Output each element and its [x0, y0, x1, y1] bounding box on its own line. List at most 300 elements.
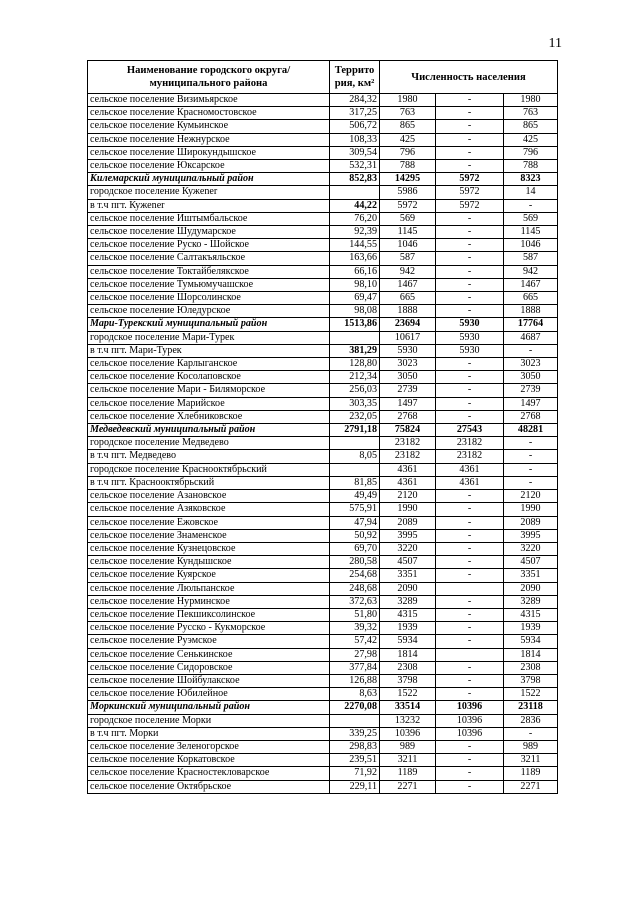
row-name: сельское поселение Руэмское — [88, 635, 330, 648]
row-rural: - — [504, 344, 558, 357]
row-urban: - — [436, 160, 504, 173]
table-row — [88, 186, 558, 199]
row-total: 665 — [380, 292, 436, 305]
row-urban: - — [436, 305, 504, 318]
row-total: 1497 — [380, 397, 436, 410]
row-area: 144,55 — [330, 239, 380, 252]
table-row — [88, 582, 558, 595]
row-name: сельское поселение Пекшиксолинское — [88, 608, 330, 621]
row-urban: 5972 — [436, 173, 504, 186]
row-rural: 3211 — [504, 754, 558, 767]
row-name: сельское поселение Шорсолинское — [88, 292, 330, 305]
row-total: 1046 — [380, 239, 436, 252]
row-rural: 8323 — [504, 173, 558, 186]
row-name: сельское поселение Хлебниковское — [88, 410, 330, 423]
table-row — [88, 318, 558, 331]
table-row — [88, 648, 558, 661]
table-row — [88, 463, 558, 476]
row-name: сельское поселение Токтайбелякское — [88, 265, 330, 278]
table-row — [88, 173, 558, 186]
row-urban: 23182 — [436, 437, 504, 450]
row-total: 1467 — [380, 278, 436, 291]
row-urban: - — [436, 569, 504, 582]
row-total: 23182 — [380, 450, 436, 463]
table-row — [88, 542, 558, 555]
table-row — [88, 371, 558, 384]
row-name: сельское поселение Кумьинское — [88, 120, 330, 133]
row-area: 39,32 — [330, 622, 380, 635]
row-name: в т.ч пгт. Мари-Турек — [88, 344, 330, 357]
row-name: сельское поселение Знаменское — [88, 529, 330, 542]
row-area: 76,20 — [330, 212, 380, 225]
row-urban: - — [436, 503, 504, 516]
row-name: сельское поселение Визимьярское — [88, 94, 330, 107]
row-name: сельское поселение Октябрьское — [88, 780, 330, 793]
table-row — [88, 133, 558, 146]
row-rural: 2308 — [504, 661, 558, 674]
row-name: сельское поселение Широкундышское — [88, 146, 330, 159]
row-name: Килемарский муниципальный район — [88, 173, 330, 186]
row-area: 66,16 — [330, 265, 380, 278]
row-total: 425 — [380, 133, 436, 146]
row-area: 303,35 — [330, 397, 380, 410]
row-rural: 23118 — [504, 701, 558, 714]
row-total: 1145 — [380, 226, 436, 239]
row-total: 14295 — [380, 173, 436, 186]
row-urban: - — [436, 780, 504, 793]
row-name: городское поселение Морки — [88, 714, 330, 727]
row-urban: - — [436, 212, 504, 225]
row-name: сельское поселение Нежнурское — [88, 133, 330, 146]
row-area: 108,33 — [330, 133, 380, 146]
table-row — [88, 384, 558, 397]
row-urban: 5930 — [436, 318, 504, 331]
row-area — [330, 437, 380, 450]
row-rural: 1888 — [504, 305, 558, 318]
row-area: 298,83 — [330, 740, 380, 753]
table-row — [88, 450, 558, 463]
table-header-row — [88, 61, 558, 94]
row-name: сельское поселение Азяковское — [88, 503, 330, 516]
row-name: сельское поселение Карлыганское — [88, 358, 330, 371]
row-name: сельское поселение Руско - Шойское — [88, 239, 330, 252]
row-name: сельское поселение Юксарское — [88, 160, 330, 173]
row-area: 377,84 — [330, 661, 380, 674]
row-urban: - — [436, 292, 504, 305]
row-rural: 1522 — [504, 688, 558, 701]
row-area: 248,68 — [330, 582, 380, 595]
row-area: 27,98 — [330, 648, 380, 661]
table-row — [88, 424, 558, 437]
row-urban: - — [436, 595, 504, 608]
row-urban: - — [436, 358, 504, 371]
row-rural: 569 — [504, 212, 558, 225]
row-total: 2308 — [380, 661, 436, 674]
row-area — [330, 463, 380, 476]
row-area: 81,85 — [330, 476, 380, 489]
row-rural: 587 — [504, 252, 558, 265]
table-row — [88, 410, 558, 423]
row-urban: - — [436, 226, 504, 239]
row-rural: - — [504, 727, 558, 740]
table-row — [88, 556, 558, 569]
table-row — [88, 265, 558, 278]
row-area: 852,83 — [330, 173, 380, 186]
row-name: в т.ч пгт. Кужener — [88, 199, 330, 212]
row-total: 4361 — [380, 476, 436, 489]
row-rural: 3050 — [504, 371, 558, 384]
row-total: 5972 — [380, 199, 436, 212]
row-total: 2120 — [380, 490, 436, 503]
row-total: 4361 — [380, 463, 436, 476]
table-row — [88, 120, 558, 133]
row-name: сельское поселение Красномостовское — [88, 107, 330, 120]
row-rural: 942 — [504, 265, 558, 278]
row-rural: - — [504, 463, 558, 476]
row-rural: - — [504, 450, 558, 463]
row-name: сельское поселение Ежовское — [88, 516, 330, 529]
table-row — [88, 503, 558, 516]
row-name: в т.ч пгт. Краснооктябрьский — [88, 476, 330, 489]
row-area: 8,05 — [330, 450, 380, 463]
table-row — [88, 622, 558, 635]
row-rural: 2768 — [504, 410, 558, 423]
row-total: 5986 — [380, 186, 436, 199]
row-total: 2768 — [380, 410, 436, 423]
row-urban: - — [436, 529, 504, 542]
row-name: сельское поселение Косолаповское — [88, 371, 330, 384]
row-name: сельское поселение Русско - Кукморское — [88, 622, 330, 635]
table-row — [88, 516, 558, 529]
table-row — [88, 199, 558, 212]
row-total: 3220 — [380, 542, 436, 555]
row-urban: - — [436, 622, 504, 635]
row-area: 69,70 — [330, 542, 380, 555]
row-area: 1513,86 — [330, 318, 380, 331]
row-name: сельское поселение Сидоровское — [88, 661, 330, 674]
row-area: 51,80 — [330, 608, 380, 621]
row-rural: - — [504, 476, 558, 489]
row-rural: 1939 — [504, 622, 558, 635]
row-rural: 3220 — [504, 542, 558, 555]
row-area: 57,42 — [330, 635, 380, 648]
table-row — [88, 94, 558, 107]
row-area — [330, 714, 380, 727]
row-urban: - — [436, 384, 504, 397]
row-urban: 5930 — [436, 344, 504, 357]
row-rural: 2836 — [504, 714, 558, 727]
row-area: 280,58 — [330, 556, 380, 569]
row-total: 942 — [380, 265, 436, 278]
row-rural: 2089 — [504, 516, 558, 529]
row-urban — [436, 582, 504, 595]
row-urban: - — [436, 397, 504, 410]
row-name: сельское поселение Мари - Биляморское — [88, 384, 330, 397]
row-name: сельское поселение Кузнецовское — [88, 542, 330, 555]
row-area — [330, 186, 380, 199]
row-urban: - — [436, 252, 504, 265]
row-urban: - — [436, 516, 504, 529]
row-urban: 23182 — [436, 450, 504, 463]
row-urban: 5972 — [436, 186, 504, 199]
row-rural: 3289 — [504, 595, 558, 608]
row-rural: 1980 — [504, 94, 558, 107]
row-total: 10617 — [380, 331, 436, 344]
row-area: 339,25 — [330, 727, 380, 740]
row-area — [330, 331, 380, 344]
row-rural: 17764 — [504, 318, 558, 331]
row-area: 575,91 — [330, 503, 380, 516]
table-row — [88, 490, 558, 503]
table-row — [88, 754, 558, 767]
row-urban: - — [436, 767, 504, 780]
table-row — [88, 358, 558, 371]
row-total: 1888 — [380, 305, 436, 318]
row-total: 13232 — [380, 714, 436, 727]
row-area: 92,39 — [330, 226, 380, 239]
row-rural: 1814 — [504, 648, 558, 661]
table-row — [88, 252, 558, 265]
row-name: городское поселение Кужener — [88, 186, 330, 199]
row-rural: 3798 — [504, 674, 558, 687]
row-rural: 3351 — [504, 569, 558, 582]
row-name: в т.ч пгт. Медведево — [88, 450, 330, 463]
row-area: 98,10 — [330, 278, 380, 291]
row-total: 2089 — [380, 516, 436, 529]
row-urban: - — [436, 674, 504, 687]
row-total: 989 — [380, 740, 436, 753]
row-urban: - — [436, 661, 504, 674]
row-rural: 2271 — [504, 780, 558, 793]
row-total: 865 — [380, 120, 436, 133]
row-area: 506,72 — [330, 120, 380, 133]
row-name: сельское поселение Нурминское — [88, 595, 330, 608]
row-urban: - — [436, 410, 504, 423]
row-total: 763 — [380, 107, 436, 120]
row-name: городское поселение Медведево — [88, 437, 330, 450]
row-name: сельское поселение Куярское — [88, 569, 330, 582]
row-area: 163,66 — [330, 252, 380, 265]
table-row — [88, 305, 558, 318]
row-urban: - — [436, 107, 504, 120]
row-name: сельское поселение Тумьюмучашское — [88, 278, 330, 291]
row-urban: 10396 — [436, 714, 504, 727]
row-urban: - — [436, 635, 504, 648]
table-row — [88, 212, 558, 225]
row-total: 788 — [380, 160, 436, 173]
row-name: сельское поселение Юбилейное — [88, 688, 330, 701]
table-row — [88, 701, 558, 714]
row-urban: - — [436, 265, 504, 278]
row-total: 5930 — [380, 344, 436, 357]
row-name: сельское поселение Азановское — [88, 490, 330, 503]
table-row — [88, 674, 558, 687]
row-total: 3995 — [380, 529, 436, 542]
row-name: Мари-Турекский муниципальный район — [88, 318, 330, 331]
table-row — [88, 780, 558, 793]
row-area: 47,94 — [330, 516, 380, 529]
table-row — [88, 688, 558, 701]
row-total: 3798 — [380, 674, 436, 687]
table-body — [88, 94, 558, 794]
row-total: 33514 — [380, 701, 436, 714]
row-name: сельское поселение Коркатовское — [88, 754, 330, 767]
row-area: 49,49 — [330, 490, 380, 503]
table-row — [88, 569, 558, 582]
row-urban: 5930 — [436, 331, 504, 344]
row-total: 3289 — [380, 595, 436, 608]
row-rural: - — [504, 199, 558, 212]
row-area: 239,51 — [330, 754, 380, 767]
row-urban: 10396 — [436, 701, 504, 714]
row-rural: 4687 — [504, 331, 558, 344]
row-name: сельское поселение Марийское — [88, 397, 330, 410]
row-total: 796 — [380, 146, 436, 159]
row-total: 10396 — [380, 727, 436, 740]
table-row — [88, 595, 558, 608]
table-row — [88, 146, 558, 159]
row-area: 98,08 — [330, 305, 380, 318]
row-name: городское поселение Мари-Турек — [88, 331, 330, 344]
header-name: Наименование городского округа/муниципального района — [88, 61, 330, 94]
row-rural: 4507 — [504, 556, 558, 569]
row-total: 2271 — [380, 780, 436, 793]
row-total: 2090 — [380, 582, 436, 595]
row-urban: - — [436, 754, 504, 767]
row-name: в т.ч пгт. Морки — [88, 727, 330, 740]
row-area: 381,29 — [330, 344, 380, 357]
row-area: 69,47 — [330, 292, 380, 305]
row-urban: 4361 — [436, 463, 504, 476]
row-rural: 1145 — [504, 226, 558, 239]
row-urban: - — [436, 146, 504, 159]
row-rural: - — [504, 437, 558, 450]
row-total: 23182 — [380, 437, 436, 450]
row-rural: 665 — [504, 292, 558, 305]
table-row — [88, 331, 558, 344]
row-urban: - — [436, 490, 504, 503]
row-rural: 5934 — [504, 635, 558, 648]
row-area: 44,22 — [330, 199, 380, 212]
row-rural: 14 — [504, 186, 558, 199]
header-population: Численность населения — [380, 61, 558, 94]
row-name: сельское поселение Красностекловарское — [88, 767, 330, 780]
row-total: 1980 — [380, 94, 436, 107]
table-row — [88, 661, 558, 674]
row-area: 532,31 — [330, 160, 380, 173]
row-area: 212,34 — [330, 371, 380, 384]
row-urban: 27543 — [436, 424, 504, 437]
table-row — [88, 160, 558, 173]
row-rural: 788 — [504, 160, 558, 173]
table-row — [88, 529, 558, 542]
table-row — [88, 397, 558, 410]
table-row — [88, 226, 558, 239]
row-total: 3023 — [380, 358, 436, 371]
row-area: 317,25 — [330, 107, 380, 120]
row-rural: 2739 — [504, 384, 558, 397]
row-rural: 865 — [504, 120, 558, 133]
row-total: 1814 — [380, 648, 436, 661]
row-rural: 1467 — [504, 278, 558, 291]
row-total: 1189 — [380, 767, 436, 780]
table-row — [88, 714, 558, 727]
row-area: 50,92 — [330, 529, 380, 542]
row-urban: - — [436, 133, 504, 146]
page-number: 11 — [548, 36, 562, 51]
row-rural: 796 — [504, 146, 558, 159]
row-urban: 10396 — [436, 727, 504, 740]
row-urban: - — [436, 371, 504, 384]
row-urban: - — [436, 688, 504, 701]
row-urban: - — [436, 542, 504, 555]
row-urban — [436, 648, 504, 661]
row-total: 2739 — [380, 384, 436, 397]
row-urban: - — [436, 94, 504, 107]
row-rural: 1497 — [504, 397, 558, 410]
row-name: городское поселение Краснооктябрьский — [88, 463, 330, 476]
row-urban: 4361 — [436, 476, 504, 489]
row-area: 71,92 — [330, 767, 380, 780]
row-urban: 5972 — [436, 199, 504, 212]
table-row — [88, 635, 558, 648]
row-area: 2270,08 — [330, 701, 380, 714]
row-total: 587 — [380, 252, 436, 265]
table-row — [88, 239, 558, 252]
row-rural: 3023 — [504, 358, 558, 371]
row-total: 1522 — [380, 688, 436, 701]
row-name: сельское поселение Салтакъяльское — [88, 252, 330, 265]
row-rural: 4315 — [504, 608, 558, 621]
row-area: 254,68 — [330, 569, 380, 582]
table-row — [88, 608, 558, 621]
table-row — [88, 476, 558, 489]
row-urban: - — [436, 608, 504, 621]
row-total: 569 — [380, 212, 436, 225]
row-total: 23694 — [380, 318, 436, 331]
row-urban: - — [436, 556, 504, 569]
table-row — [88, 107, 558, 120]
row-rural: 3995 — [504, 529, 558, 542]
row-area: 284,32 — [330, 94, 380, 107]
row-name: сельское поселение Юледурское — [88, 305, 330, 318]
table-row — [88, 292, 558, 305]
row-urban: - — [436, 120, 504, 133]
row-name: Медведевский муниципальный район — [88, 424, 330, 437]
row-name: сельское поселение Кундышское — [88, 556, 330, 569]
row-rural: 2120 — [504, 490, 558, 503]
row-area: 232,05 — [330, 410, 380, 423]
row-urban: - — [436, 740, 504, 753]
row-name: сельское поселение Шудумарское — [88, 226, 330, 239]
row-name: сельское поселение Иштымбальское — [88, 212, 330, 225]
row-rural: 763 — [504, 107, 558, 120]
row-rural: 1046 — [504, 239, 558, 252]
row-rural: 1990 — [504, 503, 558, 516]
row-area: 372,63 — [330, 595, 380, 608]
row-total: 1939 — [380, 622, 436, 635]
row-rural: 1189 — [504, 767, 558, 780]
row-total: 4507 — [380, 556, 436, 569]
row-rural: 425 — [504, 133, 558, 146]
row-rural: 989 — [504, 740, 558, 753]
row-area: 128,80 — [330, 358, 380, 371]
row-total: 3351 — [380, 569, 436, 582]
row-total: 3050 — [380, 371, 436, 384]
row-area: 126,88 — [330, 674, 380, 687]
row-name: сельское поселение Зеленогорское — [88, 740, 330, 753]
table-row — [88, 278, 558, 291]
